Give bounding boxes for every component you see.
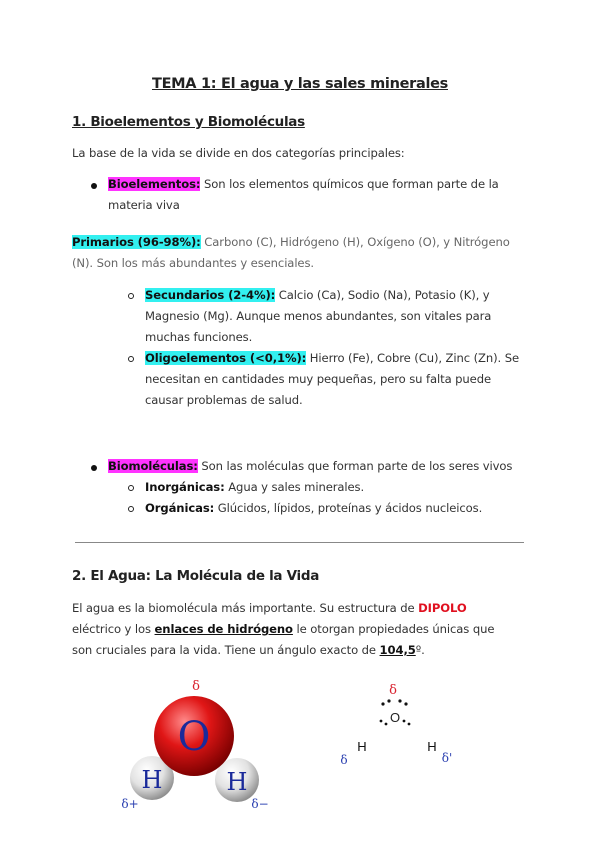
hydrogen-symbol-right: H <box>427 739 437 754</box>
enlaces-hidrogeno-term: enlaces de hidrógeno <box>154 622 293 636</box>
water-molecule-3d-figure <box>110 670 280 820</box>
secundarios-item <box>145 285 545 348</box>
sub-bullet <box>128 485 134 491</box>
hydrogen-label-right: H <box>226 768 248 796</box>
bioelementos-term: Bioelementos: <box>108 177 201 191</box>
inorganicas-text: Agua y sales minerales. <box>224 480 365 494</box>
sub-bullet <box>128 506 134 512</box>
bioelementos-text-2: materia viva <box>108 198 180 212</box>
delta-positive-left-label: δ+ <box>121 797 139 811</box>
delta-left-label: δ <box>340 753 348 767</box>
bullet-dot <box>91 465 97 471</box>
bond-dot <box>385 723 388 726</box>
lone-pair-dot <box>381 702 384 705</box>
primarios-text: Carbono (C), Hidrógeno (H), Oxígeno (O), y Nitrógeno <box>200 235 510 249</box>
water-text-2a: eléctrico y los <box>72 622 155 636</box>
section-divider <box>75 542 524 543</box>
oxygen-symbol: O <box>389 710 401 725</box>
lone-pair-dot <box>404 702 407 705</box>
water-text-1: El agua es la biomolécula más importante. Su estructura de <box>72 601 419 615</box>
organicas-item <box>145 498 482 519</box>
bond-dot <box>403 720 406 723</box>
bullet-dot <box>91 183 97 189</box>
organicas-term: Orgánicas: <box>145 501 215 515</box>
angle-value: 104,5 <box>379 643 416 657</box>
page-title: TEMA 1: El agua y las sales minerales <box>151 76 448 92</box>
primarios-item <box>72 232 542 274</box>
bond-dot <box>408 723 411 726</box>
oxygen-label: O <box>177 714 211 760</box>
lone-pair-dot <box>387 699 390 702</box>
bioelementos-item <box>108 174 548 216</box>
primarios-text-2: (N). Son los más abundantes y esenciales. <box>72 256 314 270</box>
secundarios-text-2: Magnesio (Mg). Aunque menos abundantes, son vitales para <box>145 309 492 323</box>
delta-top-label: δ <box>389 683 397 698</box>
section-heading-2: 2. El Agua: La Molécula de la Vida <box>72 568 320 584</box>
delta-negative-label: δ <box>192 679 200 694</box>
bond-dot <box>380 720 383 723</box>
delta-right-label: δ' <box>441 751 453 765</box>
oligoelementos-text-2: necesitan en cantidades muy pequeñas, pero su falta puede <box>145 372 491 386</box>
water-text-3a: son cruciales para la vida. Tiene un ángulo exacto de <box>72 643 380 657</box>
oligoelementos-item <box>145 348 545 411</box>
delta-positive-right-label: δ− <box>251 797 269 811</box>
hydrogen-symbol-left: H <box>357 739 367 754</box>
intro-text: La base de la vida se divide en dos categorías principales: <box>72 146 405 160</box>
water-lewis-figure <box>330 678 470 778</box>
oligoelementos-text-3: causar problemas de salud. <box>145 393 303 407</box>
secundarios-text: Calcio (Ca), Sodio (Na), Potasio (K), y <box>275 288 490 302</box>
biomoleculas-term: Biomoléculas: <box>108 459 198 473</box>
primarios-term: Primarios (96-98%): <box>72 235 201 249</box>
hydrogen-label-left: H <box>141 766 163 794</box>
dipolo-term: DIPOLO <box>418 601 467 615</box>
section-heading-1: 1. Bioelementos y Biomoléculas <box>72 114 305 130</box>
biomoleculas-item <box>108 456 548 477</box>
water-text-2b: le otorgan propiedades únicas que <box>292 622 495 636</box>
bioelementos-text: Son los elementos químicos que forman parte de la <box>200 177 499 191</box>
water-text-3b: º. <box>415 643 425 657</box>
oligoelementos-term: Oligoelementos (<0,1%): <box>145 351 307 365</box>
organicas-text: Glúcidos, lípidos, proteínas y ácidos nucleicos. <box>214 501 483 515</box>
sub-bullet <box>128 293 134 299</box>
inorganicas-item <box>145 477 364 498</box>
inorganicas-term: Inorgánicas: <box>145 480 225 494</box>
sub-bullet <box>128 356 134 362</box>
biomoleculas-text: Son las moléculas que forman parte de los seres vivos <box>197 459 513 473</box>
water-paragraph <box>72 598 542 661</box>
secundarios-term: Secundarios (2-4%): <box>145 288 276 302</box>
lone-pair-dot <box>398 699 401 702</box>
oligoelementos-text: Hierro (Fe), Cobre (Cu), Zinc (Zn). Se <box>306 351 520 365</box>
secundarios-text-3: muchas funciones. <box>145 330 253 344</box>
